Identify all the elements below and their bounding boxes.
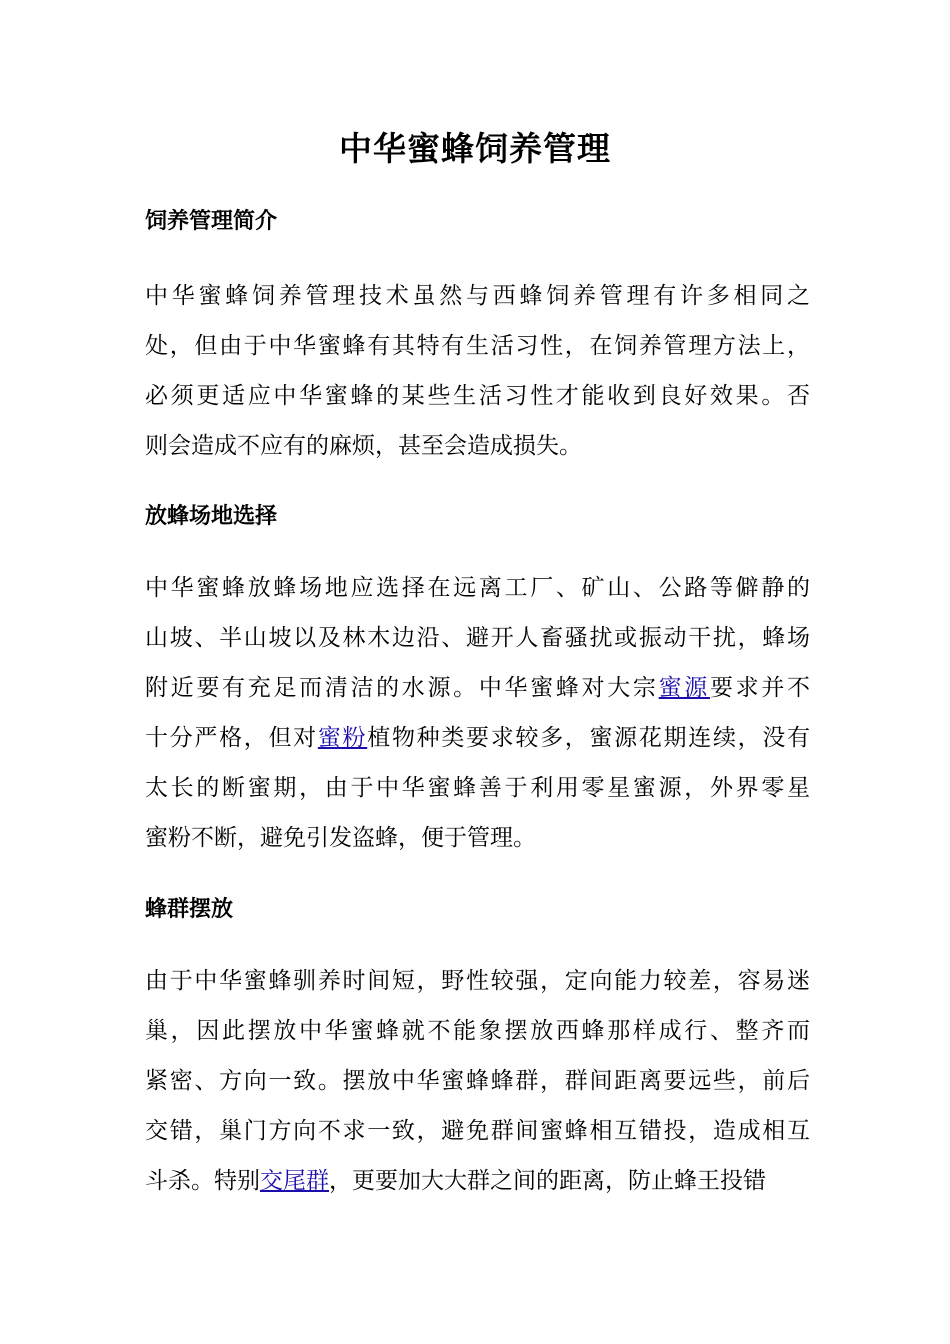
paragraph-text: 中华蜜蜂放蜂场地应选择在远离工厂、矿山、公路等僻静的 [145, 575, 810, 601]
term-link[interactable]: 交尾群 [260, 1168, 329, 1194]
section-paragraph-colony-placement [145, 956, 810, 1206]
paragraph-text: 太长的断蜜期，由于中华蜜蜂善于利用零星蜜源，外界零星 [145, 775, 810, 801]
paragraph-text: 中华蜜蜂饲养管理技术虽然与西蜂饲养管理有许多相同之 [145, 283, 810, 309]
section-heading-intro: 饲养管理简介 [145, 208, 278, 234]
paragraph-text: 山坡、半山坡以及林木边沿、避开人畜骚扰或振动干扰，蜂场 [145, 625, 810, 651]
paragraph-text: ，更要加大大群之间的距离，防止蜂王投错 [329, 1168, 766, 1194]
section-paragraph-site-selection [145, 563, 810, 863]
paragraph-text: 附近要有充足而清洁的水源。中华蜜蜂对大宗 [145, 675, 659, 701]
paragraph-line [145, 956, 810, 1006]
paragraph-text: 十分严格，但对 [145, 725, 318, 751]
paragraph-text: 处，但由于中华蜜蜂有其特有生活习性，在饲养管理方法上， [145, 333, 810, 359]
paragraph-text: 交错，巢门方向不求一致，避免群间蜜蜂相互错投，造成相互 [145, 1118, 810, 1144]
paragraph-text: 植物种类要求较多，蜜源花期连续，没有 [367, 725, 811, 751]
term-link[interactable]: 蜜源 [658, 675, 710, 701]
paragraph-line [145, 663, 810, 713]
paragraph-line [145, 271, 810, 321]
term-link[interactable]: 蜜粉 [317, 725, 368, 751]
section-heading-site-selection: 放蜂场地选择 [145, 503, 278, 529]
paragraph-text: 要求并不 [709, 675, 811, 701]
paragraph-line [145, 813, 810, 863]
section-paragraph-intro [145, 271, 810, 471]
paragraph-text: 巢，因此摆放中华蜜蜂就不能象摆放西蜂那样成行、整齐而 [145, 1018, 810, 1044]
paragraph-text: 蜜粉不断，避免引发盗蜂，便于管理。 [145, 825, 536, 851]
paragraph-line [145, 713, 810, 763]
paragraph-text: 斗杀。特别 [145, 1168, 260, 1194]
paragraph-text: 紧密、方向一致。摆放中华蜜蜂蜂群，群间距离要远些，前后 [145, 1068, 810, 1094]
paragraph-line [145, 1056, 810, 1106]
paragraph-line [145, 1106, 810, 1156]
paragraph-line [145, 613, 810, 663]
paragraph-text: 必须更适应中华蜜蜂的某些生活习性才能收到良好效果。否 [145, 383, 810, 409]
paragraph-line [145, 763, 810, 813]
paragraph-line [145, 1156, 810, 1206]
paragraph-line [145, 421, 810, 471]
paragraph-text: 则会造成不应有的麻烦，甚至会造成损失。 [145, 433, 582, 459]
paragraph-line [145, 371, 810, 421]
document-title: 中华蜜蜂饲养管理 [339, 129, 611, 168]
paragraph-line [145, 321, 810, 371]
paragraph-text: 由于中华蜜蜂驯养时间短，野性较强，定向能力较差，容易迷 [145, 968, 810, 994]
paragraph-line [145, 1006, 810, 1056]
section-heading-colony-placement: 蜂群摆放 [145, 896, 234, 922]
paragraph-line [145, 563, 810, 613]
